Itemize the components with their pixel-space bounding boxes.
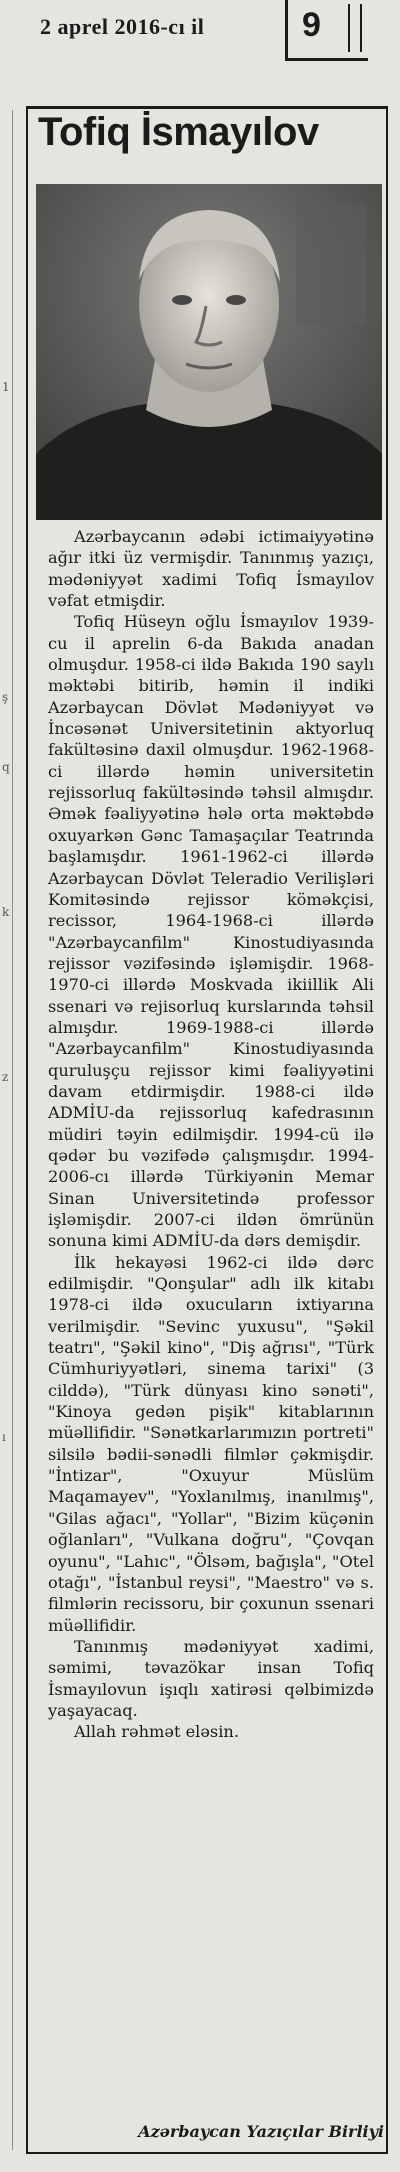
paragraph-intro: Azərbaycanın ədəbi ictimaiyyətinə ağır itki üz vermişdir. Tanınmış yazıçı, mədəniyyət xadimi Tofiq İsmayılov vəfat etmişdir. <box>48 527 374 611</box>
paragraph-closing: Allah rəhmət eləsin. <box>74 1722 239 1742</box>
page-number-box <box>285 0 368 61</box>
page-number: 9 <box>302 6 321 44</box>
signature: Azərbaycan Yazıçılar Birliyi <box>138 2122 384 2141</box>
column-divider <box>12 110 13 2150</box>
article-body <box>48 526 374 1743</box>
paragraph-memory: Tanınmış mədəniyyət xadimi, səmimi, təvazökar insan Tofiq İsmayılovun işıqlı xatirəsi qəlbimizdə yaşayacaq. <box>48 1636 374 1720</box>
issue-date: 2 aprel 2016-cı il <box>40 14 205 39</box>
portrait-image <box>36 184 382 520</box>
page-number-ornament <box>348 4 362 52</box>
paragraph-works: İlk hekayəsi 1962-ci ildə dərc edilmişdir. "Qonşular" adlı ilk kitabı 1978-ci ildə oxucuların ixtiyarına verilmişdir. "Sevinc yuxusu", "Şəkil teatrı", "Şəkil kino", "Diş ağrısı", "Türk Cümhuriyyətləri, sinema tarixi" (3 cilddə), "Türk dünyası kino sənəti", "Kinoya gedən pişik" kitablarının müəllifidir. "Sənətkarlarımızın portreti" silsilə bədii-sənədli filmlər çəkmişdir. "İntizar", "Oxuyur Müslüm Maqamayev", "Yoxlanılmış, inanılmış", "Gilas ağacı", "Yollar", "Bizim küçənin oğlanları", "Vulkana doğru", "Çovqan oyunu", "Lahıc", "Ölsəm, bağışla", "Otel otağı", "İstanbul reysi", "Maestro" və s. filmlərin recissoru, bir çoxunun ssenari müəllifidir. <box>48 1252 374 1635</box>
portrait-photo <box>36 184 382 520</box>
paragraph-biography: Tofiq Hüseyn oğlu İsmayılov 1939-cu il aprelin 6-da Bakıda anadan olmuşdur. 1958-ci ildə Bakıda 190 saylı məktəbi bitirib, həmin il indiki Azərbaycan Dövlət Mədəniyyət və İncəsənət Universitetinin aktyorluq fakültəsinə daxil olmuşdur. 1962-1968-ci illərdə həmin universitetin rejissorluq fakültəsində təhsil almışdır. Əmək fəaliyyətinə hələ orta məktəbdə oxuyarkən Gənc Tamaşaçılar Teatrında başlamışdır. 1961-1962-ci illərdə Azərbaycan Dövlət Teleradio Verilişləri Komitəsində rejissor köməkçisi, recissor, 1964-1968-ci illərdə "Azərbaycanfilm" Kinostudiyasında rejissor vəzifəsində işləmişdir. 1968-1970-ci illərdə Moskvada ikiillik Ali ssenari və rejisorluq kurslarında təhsil almışdır. 1969-1988-ci illərdə "Azərbaycanfilm" Kinostudiyasında quruluşçu rejissor kimi fəaliyyətini davam etdirmişdir. 1988-ci ildə ADMİU-da rejissorluq kafedrasının müdiri təyin edilmişdir. 1994-cü ilə qədər bu vəzifədə çalışmışdır. 1994-2006-cı illərdə Türkiyənin Memar Sinan Universitetində professor işləmişdir. 2007-ci ildən ömrünün sonuna kimi ADMİU-da dərs demişdir. <box>48 612 374 1251</box>
article-title: Tofiq İsmayılov <box>38 110 319 154</box>
